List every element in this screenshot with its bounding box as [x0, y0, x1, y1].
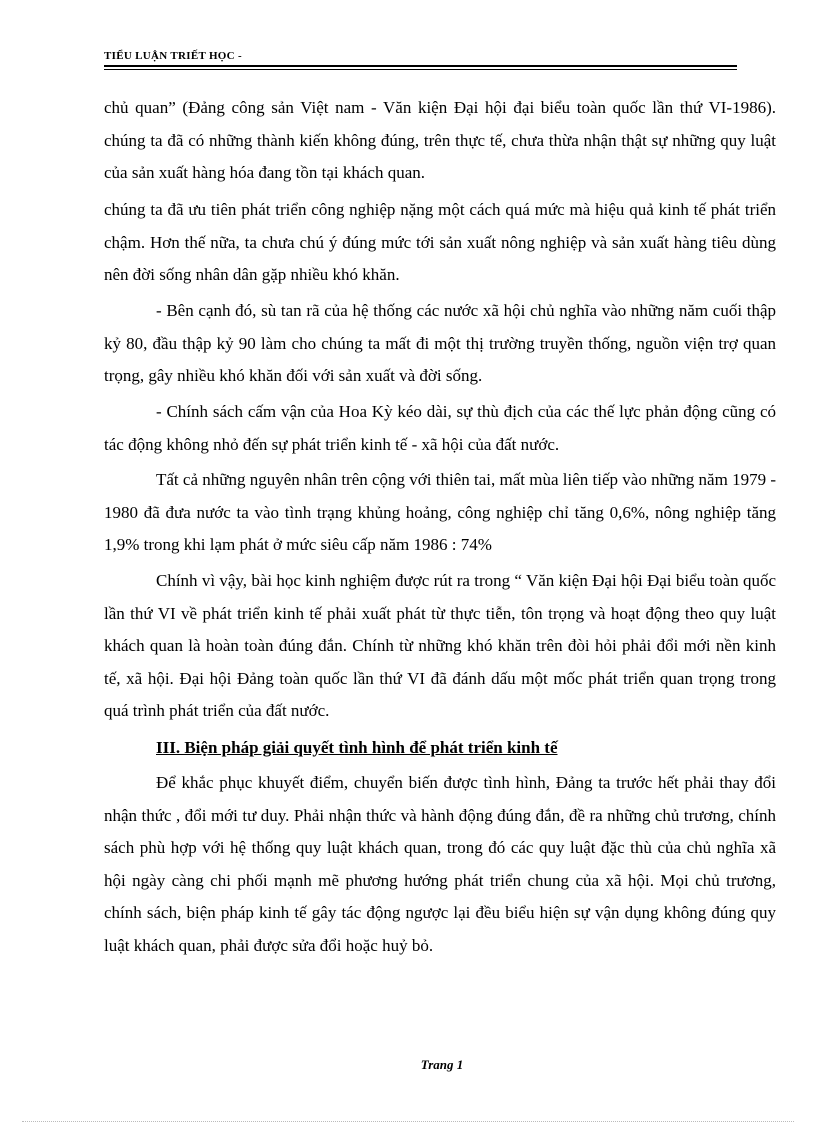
paragraph-4: - Chính sách cấm vận của Hoa Kỳ kéo dài, sự thù địch của các thế lực phản động cũng có tác động không nhỏ đến sự phát triển kinh tế - xã hội của đất nước. — [104, 402, 776, 454]
running-header: TIỂU LUẬN TRIẾT HỌC - — [104, 50, 242, 62]
section-heading: III. Biện pháp giải quyết tình hình để phát triển kinh tế — [156, 738, 558, 757]
paragraph-1: chủ quan” (Đảng công sản Việt nam - Văn kiện Đại hội đại biểu toàn quốc lần thứ VI-1986). chúng ta đã có những thành kiến không đúng, trên thực tế, chưa thừa nhận thật sự những quy luật của sản xuất hàng hóa đang tồn tại khách quan. — [104, 98, 776, 182]
paragraph-2: chúng ta đã ưu tiên phát triển công nghiệp nặng một cách quá mức mà hiệu quả kinh tế phát triển chậm. Hơn thế nữa, ta chưa chú ý đúng mức tới sản xuất nông nghiệp và sản xuất hàng tiêu dùng nên đời sống nhân dân gặp nhiều khó khăn. — [104, 200, 776, 284]
section-paragraph: Để khắc phục khuyết điểm, chuyển biến được tình hình, Đảng ta trước hết phải thay đổi nhận thức , đổi mới tư duy. Phải nhận thức và hành động đúng đắn, đề ra những chủ trương, chính sách phù hợp với hệ thống quy luật khách quan, trong đó các quy luật đặc thù của chủ nghĩa xã hội ngày càng chi phối mạnh mẽ phương hướng phát triển chung của xã hội. Mọi chủ trương, chính sách, biện pháp kinh tế gây tác động ngược lại đều biểu hiện sự vận dụng không đúng quy luật khách quan, phải được sửa đổi hoặc huỷ bỏ. — [104, 773, 776, 955]
page-bottom-divider — [22, 1121, 794, 1122]
paragraph-6: Chính vì vậy, bài học kinh nghiệm được rút ra trong “ Văn kiện Đại hội Đại biểu toàn quốc lần thứ VI về phát triển kinh tế phải xuất phát từ thực tiễn, tôn trọng và hoạt động theo quy luật khách quan là hoàn toàn đúng đắn. Chính từ những khó khăn trên đòi hỏi phải đổi mới nền kinh tế, xã hội. Đại hội Đảng toàn quốc lần thứ VI đã đánh dấu một mốc phát triển quan trọng trong quá trình phát triển của đất nước. — [104, 571, 776, 720]
paragraph-3: - Bên cạnh đó, sù tan rã của hệ thống các nước xã hội chủ nghĩa vào những năm cuối thập kỷ 80, đầu thập kỷ 90 làm cho chúng ta mất đi một thị trường truyền thống, nguồn viện trợ quan trọng, gây nhiều khó khăn đối với sản xuất và đời sống. — [104, 301, 776, 385]
header-rule-thin — [104, 69, 737, 70]
header-rule-thick — [104, 65, 737, 67]
paragraph-5: Tất cả những nguyên nhân trên cộng với thiên tai, mất mùa liên tiếp vào những năm 1979 - 1980 đã đưa nước ta vào tình trạng khủng hoảng, công nghiệp chỉ tăng 0,6%, nông nghiệp tăng 1,9% trong khi lạm phát ở mức siêu cấp năm 1986 : 74% — [104, 470, 776, 554]
page-number: Trang 1 — [420, 1057, 464, 1072]
